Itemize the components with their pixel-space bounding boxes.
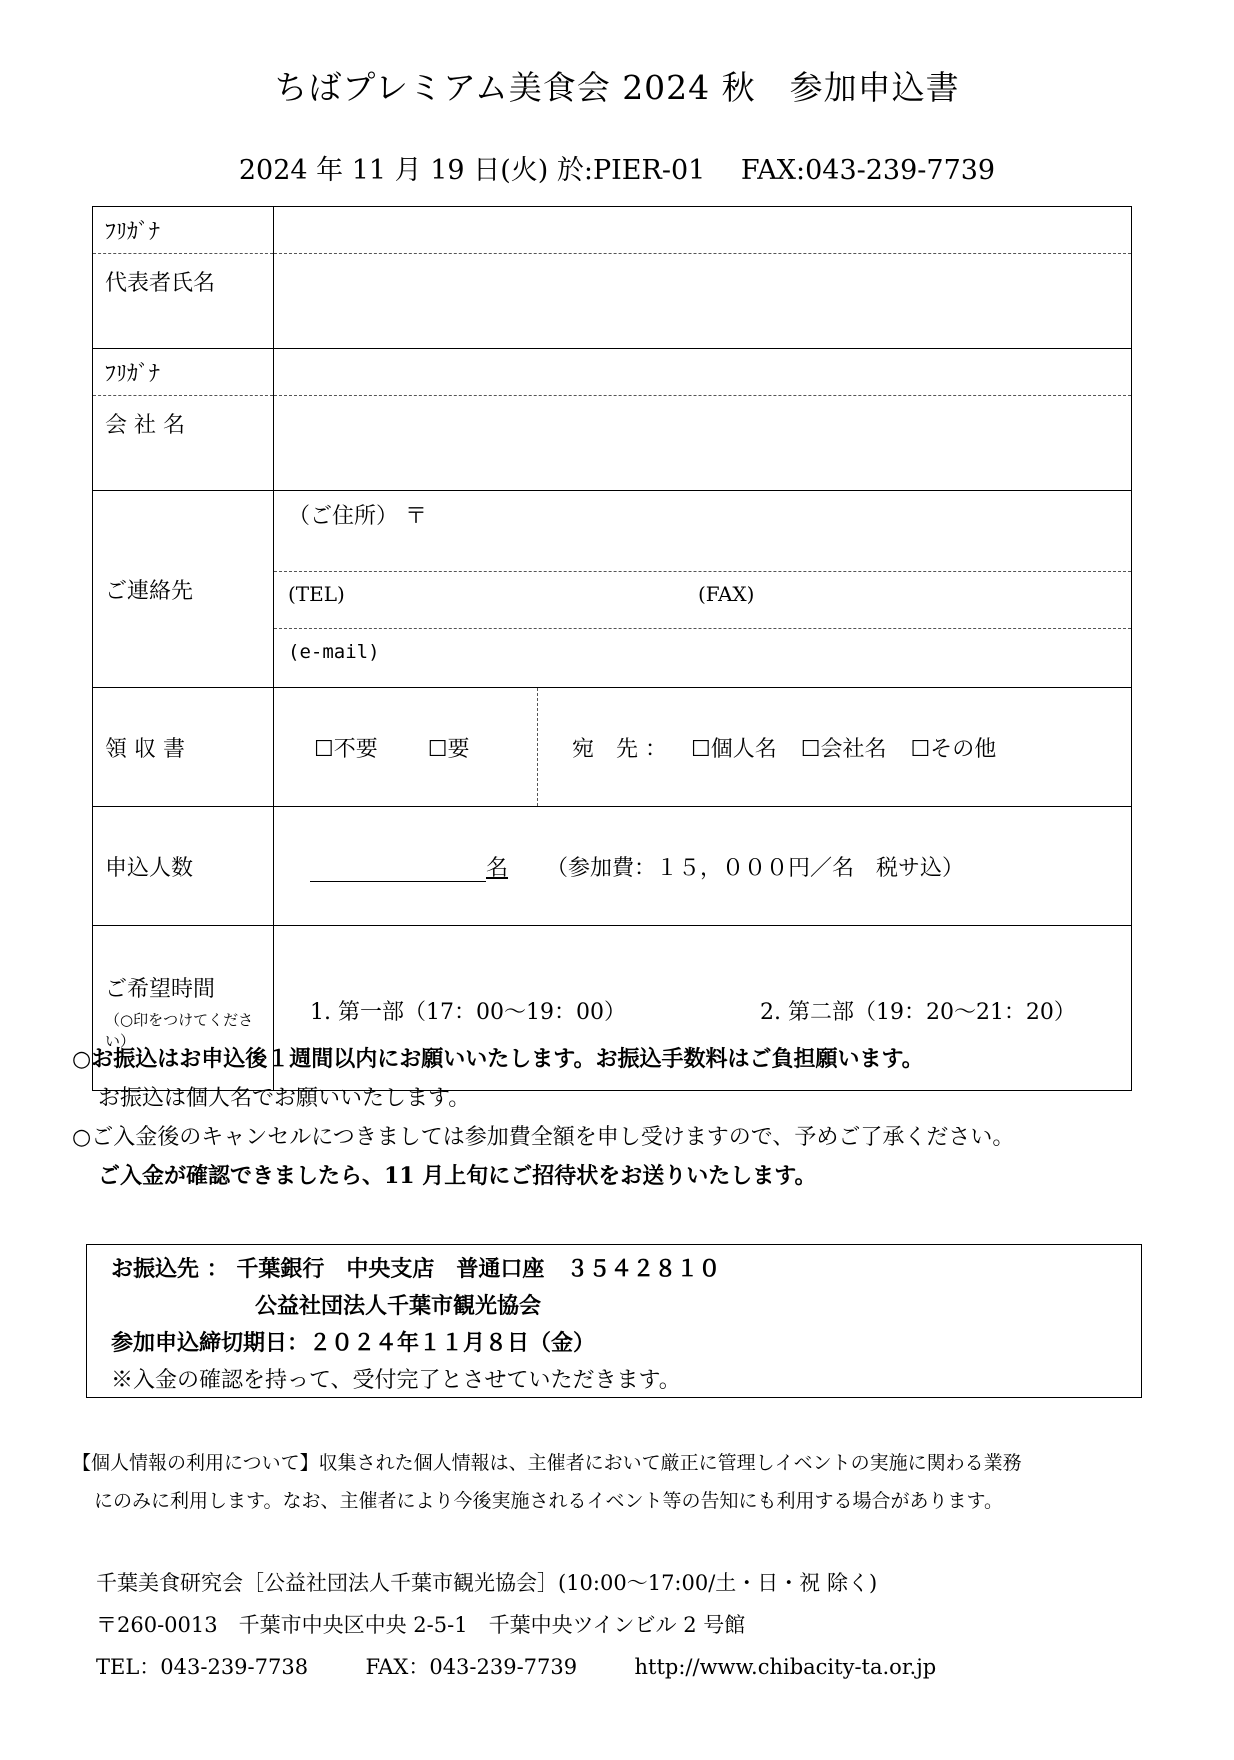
- notes: [72, 1040, 1014, 1196]
- rep-furigana-field[interactable]: [274, 207, 1132, 254]
- time-option-2[interactable]: 2. 第二部（19：20～21：20）: [759, 999, 1076, 1025]
- address-row[interactable]: [274, 491, 1131, 572]
- count-field[interactable]: [310, 857, 486, 882]
- count-label: 申込人数: [93, 807, 274, 926]
- addressee-company-checkbox[interactable]: ☐会社名: [800, 736, 887, 762]
- furigana-label: ﾌﾘｶﾞﾅ: [93, 207, 274, 254]
- fax-label: (FAX): [698, 582, 755, 606]
- receipt-label: 領 収 書: [93, 688, 274, 807]
- rep-name-field[interactable]: [274, 254, 1132, 349]
- footer-address: 〒260-0013 千葉市中央区中央 2-5-1 千葉中央ツインビル 2 号館: [96, 1613, 746, 1637]
- footer: [96, 1562, 936, 1688]
- email-label: (e-mail): [288, 641, 380, 663]
- count-unit: 名: [486, 855, 509, 881]
- company-name-field[interactable]: [274, 396, 1132, 491]
- contact-cell: [274, 491, 1132, 688]
- footer-url[interactable]: http://www.chibacity-ta.or.jp: [634, 1655, 937, 1679]
- addressee-individual-checkbox[interactable]: ☐個人名: [691, 736, 777, 762]
- time-label: ご希望時間: [105, 977, 216, 1002]
- privacy-line-2: にのみに利用します。なお、主催者により今後実施されるイベント等の告知にも利用する場合があります。: [94, 1490, 1003, 1512]
- addressee-label: 宛 先 ：: [572, 736, 667, 762]
- bank-line-1: お振込先 ： 千葉銀行 中央支店 普通口座 ３５４２８１０: [111, 1256, 721, 1282]
- privacy-line-1: 【個人情報の利用について】収集された個人情報は、主催者において厳正に管理しイベントの実施に関わる業務: [72, 1452, 1022, 1474]
- company-name-label: 会 社 名: [93, 396, 274, 491]
- event-info: 2024 年 11 月 19 日(火) 於:PIER-01 FAX:043-239-7739: [238, 155, 996, 186]
- note-line-2: お振込は個人名でお願いいたします。: [98, 1086, 471, 1111]
- footer-tel: TEL：043-239-7738: [96, 1655, 309, 1679]
- rep-name-label: 代表者氏名: [93, 254, 274, 349]
- address-label: （ご住所） 〒: [288, 504, 427, 529]
- footer-org: 千葉美食研究会［公益社団法人千葉市観光協会］(10:00～17:00/土・日・祝 除く): [96, 1571, 878, 1595]
- page-title: ちばプレミアム美食会 2024 秋 参加申込書: [274, 68, 960, 107]
- tel-fax-row[interactable]: [274, 572, 1131, 629]
- company-furigana-label: ﾌﾘｶﾞﾅ: [93, 349, 274, 396]
- contact-label: ご連絡先: [93, 491, 274, 688]
- bank-line-4: ※入金の確認を持って、受付完了とさせていただきます。: [111, 1368, 681, 1393]
- company-furigana-field[interactable]: [274, 349, 1132, 396]
- tel-label: (TEL): [288, 582, 345, 606]
- privacy-notice: [72, 1444, 1022, 1520]
- time-sublabel: （○印をつけてください）: [105, 1011, 254, 1050]
- time-option-1[interactable]: 1. 第一部（17：00～19：00）: [310, 999, 626, 1025]
- bank-info-box: [86, 1244, 1142, 1398]
- addressee-other-checkbox[interactable]: ☐その他: [910, 736, 997, 762]
- note-line-1: ○お振込はお申込後１週間以内にお願いいたします。お振込手数料はご負担願います。: [72, 1046, 924, 1072]
- fee-note: （参加費：１５，０００円／名 税サ込）: [546, 855, 965, 881]
- receipt-unneeded-checkbox[interactable]: ☐不要: [314, 736, 378, 762]
- note-line-3: ○ご入金後のキャンセルにつきましては参加費全額を申し受けますので、予めご了承ください。: [72, 1125, 1015, 1150]
- application-form: [92, 206, 1132, 1091]
- footer-fax: FAX：043-239-7739: [365, 1655, 578, 1679]
- receipt-needed-checkbox[interactable]: ☐要: [427, 736, 470, 762]
- note-line-4: ご入金が確認できましたら、11 月上旬にご招待状をお送りいたします。: [98, 1163, 817, 1189]
- email-row[interactable]: [274, 629, 1131, 687]
- bank-line-2: 公益社団法人千葉市観光協会: [255, 1293, 542, 1319]
- bank-line-3: 参加申込締切期日：２０２４年１１月８日（金）: [111, 1330, 596, 1356]
